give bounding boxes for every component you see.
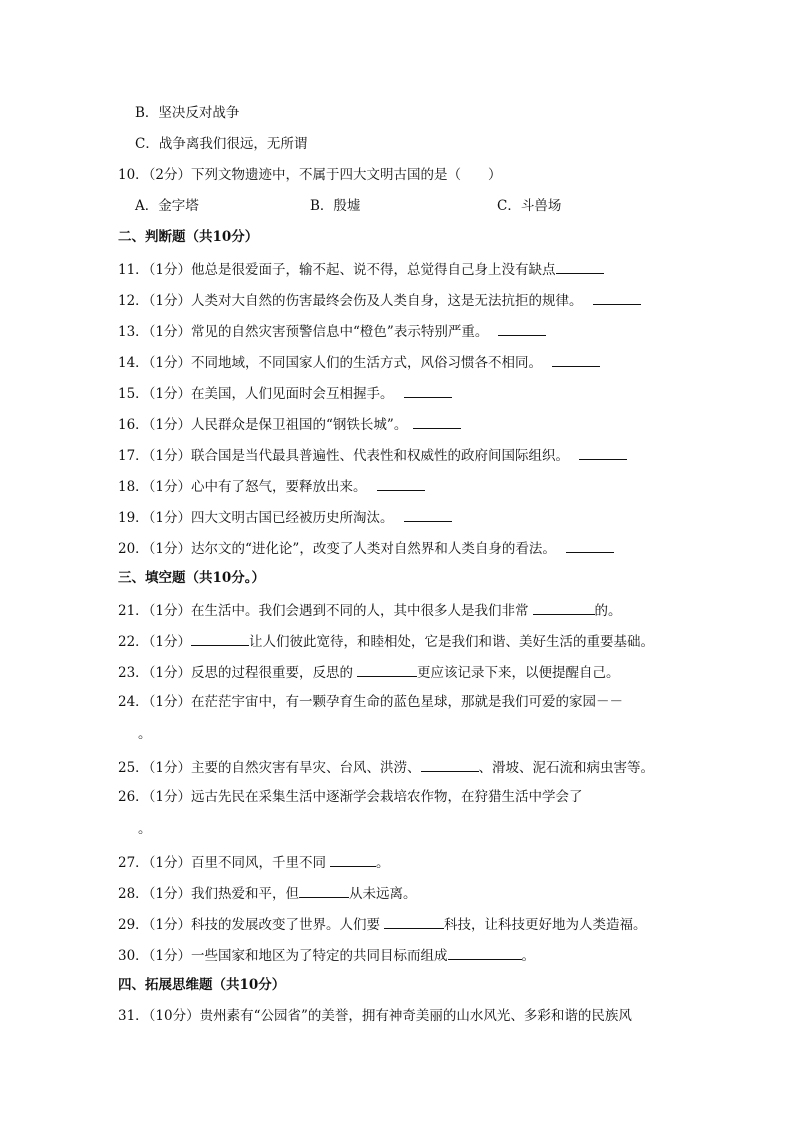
answer-blank[interactable] xyxy=(566,538,614,553)
judge-item-13 xyxy=(118,321,546,341)
answer-blank[interactable] xyxy=(552,352,600,367)
fill-item-27 xyxy=(118,852,390,872)
answer-blank[interactable] xyxy=(404,383,452,398)
answer-blank[interactable] xyxy=(404,507,452,522)
judge-text: 18．（1分）心中有了怒气，要释放出来。 xyxy=(118,479,367,495)
fill-text: 30．（1分）一些国家和地区为了特定的共同目标而组成 xyxy=(118,948,448,964)
judge-item-17 xyxy=(118,445,627,465)
fill-text: 让人们彼此宽待，和睦相处，它是我们和谐、美好生活的重要基础。 xyxy=(249,634,655,650)
answer-blank[interactable] xyxy=(413,414,461,429)
fill-text: 的。 xyxy=(594,603,622,619)
fill-blank[interactable] xyxy=(191,631,249,646)
fill-blank[interactable] xyxy=(421,757,479,772)
answer-blank[interactable] xyxy=(498,321,546,336)
fill-text: 22．（1分） xyxy=(118,634,192,650)
judge-text: 20．（1分）达尔文的“进化论”，改变了人类对自然界和人类自身的看法。 xyxy=(118,541,556,557)
fill-text: 21．（1分）在生活中。我们会遇到不同的人，其中很多人是我们非常 xyxy=(118,603,529,619)
judge-item-15 xyxy=(118,383,452,403)
fill-item-22 xyxy=(118,631,654,651)
fill-text: 。 xyxy=(376,855,390,871)
fill-blank[interactable] xyxy=(533,600,595,615)
fill-text: 更应该记录下来，以便提醒自己。 xyxy=(417,665,620,681)
fill-blank[interactable] xyxy=(384,914,444,929)
judge-text: 15．（1分）在美国，人们见面时会互相握手。 xyxy=(118,386,394,402)
fill-text: 从未远离。 xyxy=(349,886,417,902)
fill-blank[interactable] xyxy=(299,883,349,898)
fill-blank[interactable] xyxy=(357,662,417,677)
fill-item-21 xyxy=(118,600,622,620)
section-heading-fill: 三、填空题（共10分。） xyxy=(118,570,266,586)
section-heading-extension: 四、拓展思维题（共10分） xyxy=(118,977,286,993)
answer-blank[interactable] xyxy=(556,259,604,274)
fill-item-30 xyxy=(118,945,535,965)
fill-item-29 xyxy=(118,914,647,934)
fill-item-25 xyxy=(118,757,654,777)
q31-stem: 31．（10分）贵州素有“公园省”的美誉，拥有神奇美丽的山水风光、多彩和谐的民族风 xyxy=(118,1008,632,1024)
fill-text: 。 xyxy=(521,948,536,964)
fill-item-28 xyxy=(118,883,417,903)
fill-item-24: 24．（1分）在茫茫宇宙中，有一颗孕育生命的蓝色星球，那就是我们可爱的家园－－ xyxy=(118,694,624,710)
fill-text: 、滑坡、泥石流和病虫害等。 xyxy=(478,760,655,776)
fill-item-26-end: 。 xyxy=(138,821,152,837)
judge-item-20 xyxy=(118,538,614,558)
judge-text: 14．（1分）不同地域，不同国家人们的生活方式，风俗习惯各不相同。 xyxy=(118,355,543,371)
judge-text: 11．（1分）他总是很爱面子，输不起、说不得，总觉得自己身上没有缺点 xyxy=(118,262,556,278)
q9-option-c: C．战争离我们很远，无所谓 xyxy=(135,136,308,152)
fill-text: 23．（1分）反思的过程很重要，反思的 xyxy=(118,665,354,681)
answer-blank[interactable] xyxy=(377,476,425,491)
fill-item-26: 26．（1分）远古先民在采集生活中逐渐学会栽培农作物，在狩猎生活中学会了 xyxy=(118,789,583,805)
answer-blank[interactable] xyxy=(579,445,627,460)
judge-text: 16．（1分）人民群众是保卫祖国的“钢铁长城”。 xyxy=(118,417,408,433)
judge-text: 17．（1分）联合国是当代最具普遍性、代表性和权威性的政府间国际组织。 xyxy=(118,448,570,464)
judge-text: 12．（1分）人类对大自然的伤害最终会伤及人类自身，这是无法抗拒的规律。 xyxy=(118,293,583,309)
judge-item-16 xyxy=(118,414,461,434)
fill-text: 科技，让科技更好地为人类造福。 xyxy=(444,917,647,933)
q10-option-a: A．金字塔 xyxy=(135,198,199,214)
fill-text: 25．（1分）主要的自然灾害有旱灾、台风、洪涝、 xyxy=(118,760,421,776)
fill-text: 27．（1分）百里不同风，千里不同 xyxy=(118,855,327,871)
q10-option-c: C．斗兽场 xyxy=(497,198,562,214)
q10-stem: 10．（2分）下列文物遗迹中，不属于四大文明古国的是（ ） xyxy=(118,167,502,183)
fill-text: 28．（1分）我们热爱和平，但 xyxy=(118,886,300,902)
judge-item-14 xyxy=(118,352,600,372)
fill-blank[interactable] xyxy=(330,852,376,867)
section-heading-judge: 二、判断题（共10分） xyxy=(118,229,259,245)
fill-blank[interactable] xyxy=(448,945,522,960)
judge-item-18 xyxy=(118,476,425,496)
answer-blank[interactable] xyxy=(593,290,641,305)
q9-option-b: B．坚决反对战争 xyxy=(135,105,240,121)
judge-item-11 xyxy=(118,259,604,279)
judge-text: 19．（1分）四大文明古国已经被历史所淘汰。 xyxy=(118,510,394,526)
fill-item-23 xyxy=(118,662,620,682)
judge-text: 13．（1分）常见的自然灾害预警信息中“橙色”表示特别严重。 xyxy=(118,324,489,340)
q10-option-b: B．殷墟 xyxy=(310,198,361,214)
fill-text: 29．（1分）科技的发展改变了世界。人们要 xyxy=(118,917,381,933)
judge-item-12 xyxy=(118,290,641,310)
judge-item-19 xyxy=(118,507,452,527)
fill-item-24-end: 。 xyxy=(138,726,152,742)
